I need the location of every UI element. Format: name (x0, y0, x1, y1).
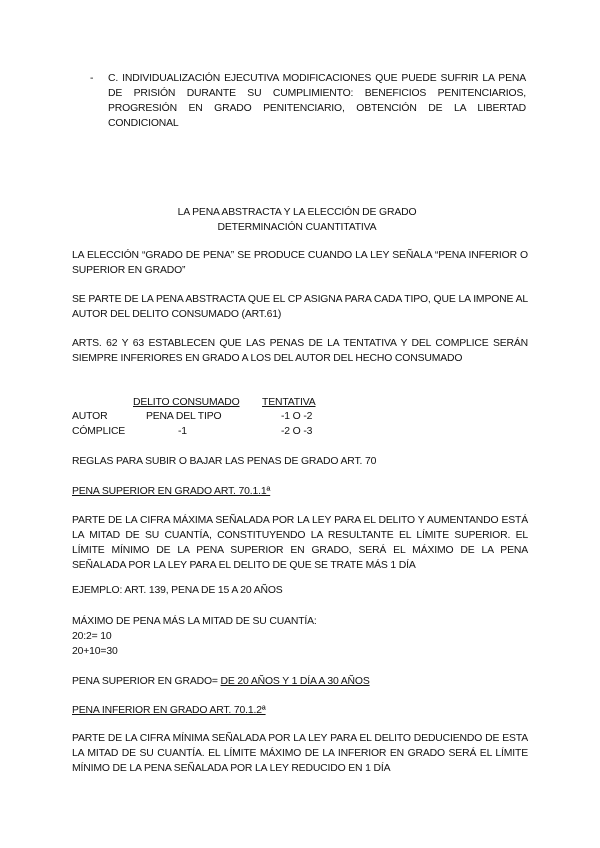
paragraph-pena-abstracta: SE PARTE DE LA PENA ABSTRACTA QUE EL CP ASIGNA PARA CADA TIPO, QUE LA IMPONE AL AUTOR DEL DELITO CONSUMADO (ART.61) (72, 294, 528, 320)
calc-line-2: 20:2= 10 (72, 631, 112, 642)
result-prefix: PENA SUPERIOR EN GRADO= (72, 676, 221, 687)
paragraph-grado-pena: LA ELECCIÓN “GRADO DE PENA” SE PRODUCE CUANDO LA LEY SEÑALA “PENA INFERIOR O SUPERIOR EN GRADO” (72, 250, 528, 276)
table-cell-delito: -1 (178, 426, 187, 437)
heading-line-2: DETERMINACIÓN CUANTITATIVA (217, 222, 377, 233)
bullet-text: C. INDIVIDUALIZACIÓN EJECUTIVA MODIFICACIONES QUE PUEDE SUFRIR LA PENA DE PRISIÓN DURANTE SU CUMPLIMIENTO: BENEFICIOS PENITENCIARIOS, PROGRESIÓN EN GRADO PENITENCIARIO, OBTENCIÓN DE LA LIBERTAD CONDICIONAL (108, 73, 526, 129)
calc-block (72, 614, 528, 659)
superior-example: EJEMPLO: ART. 139, PENA DE 15 A 20 AÑOS (72, 585, 283, 596)
superior-text: PARTE DE LA CIFRA MÁXIMA SEÑALADA POR LA LEY PARA EL DELITO Y AUMENTANDO ESTÁ LA MITAD DE SU CUANTÍA, CONSTITUYENDO LA RESULTANTE EL LÍMITE SUPERIOR. EL LÍMITE MÍNIMO DE LA PENA SUPERIOR EN GRADO, SERÁ EL MÁXIMO DE LA PENA SEÑALADA POR LA LEY PARA EL DELITO DE QUE SE TRATE MÁS 1 DÍA (72, 515, 528, 571)
calc-line-3: 20+10=30 (72, 646, 118, 657)
reglas-line: REGLAS PARA SUBIR O BAJAR LAS PENAS DE GRADO ART. 70 (72, 456, 377, 467)
result-line (72, 674, 528, 689)
table-row-label: CÓMPLICE (72, 426, 126, 437)
heading-line-1: LA PENA ABSTRACTA Y LA ELECCIÓN DE GRADO (177, 207, 417, 218)
paragraph-arts-62-63: ARTS. 62 Y 63 ESTABLECEN QUE LAS PENAS DE LA TENTATIVA Y DEL COMPLICE SERÁN SIEMPRE INFERIORES EN GRADO A LOS DEL AUTOR DEL HECHO CONSUMADO (72, 338, 528, 364)
table-cell-tentativa: -2 O -3 (281, 426, 313, 437)
table-cell-delito: PENA DEL TIPO (146, 411, 222, 422)
section-heading (130, 205, 464, 235)
inferior-heading: PENA INFERIOR EN GRADO ART. 70.1.2ª (72, 705, 266, 716)
table-header-tentativa: TENTATIVA (262, 397, 316, 408)
superior-heading: PENA SUPERIOR EN GRADO ART. 70.1.1ª (72, 486, 271, 497)
result-value: DE 20 AÑOS Y 1 DÍA A 30 AÑOS (220, 676, 370, 687)
bullet-dash: - (90, 73, 94, 84)
calc-line-1: MÁXIMO DE PENA MÁS LA MITAD DE SU CUANTÍA: (72, 616, 317, 627)
inferior-text: PARTE DE LA CIFRA MÍNIMA SEÑALADA POR LA LEY PARA EL DELITO DEDUCIENDO DE ESTA LA MITAD DE SU CUANTÍA. EL LÍMITE MÁXIMO DE LA INFERIOR EN GRADO SERÁ EL LÍMITE MÍNIMO DE LA PENA SEÑALADA POR LA LEY REDUCIDO EN 1 DÍA (72, 733, 528, 774)
table-header-delito: DELITO CONSUMADO (133, 397, 240, 408)
table-row-label: AUTOR (72, 411, 108, 422)
table-cell-tentativa: -1 O -2 (281, 411, 313, 422)
